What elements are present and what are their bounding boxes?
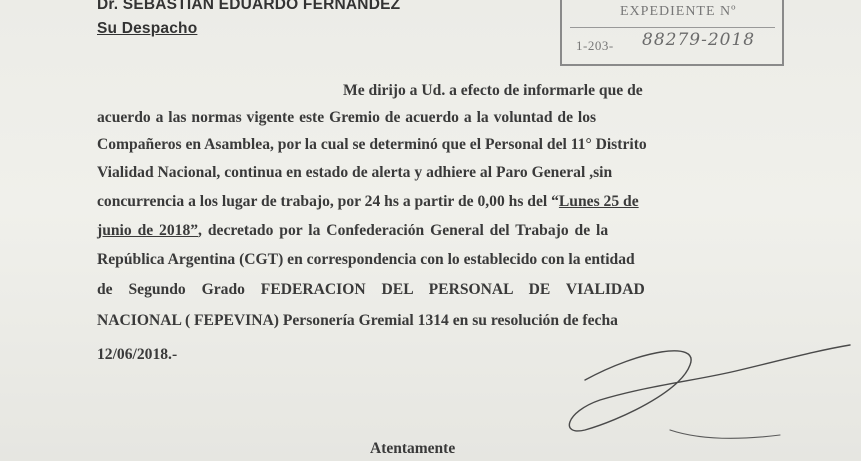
stamp-title: EXPEDIENTE Nº — [620, 4, 737, 19]
strike-date-start: Lunes 25 de — [558, 193, 639, 210]
body-line-5-text: concurrencia a los lugar de trabajo, por 24 hs a partir de 0,00 hs del “ — [97, 193, 559, 210]
stamp-handwritten-number: 88279-2018 — [642, 30, 756, 50]
body-line-9: NACIONAL ( FEPEVINA) Personería Gremial 1314 en su resolución de fecha — [97, 312, 618, 329]
body-line-8: de Segundo Grado FEDERACION DEL PERSONAL DE VIALIDAD — [97, 281, 645, 298]
body-line-7: República Argentina (CGT) en correspondencia con lo establecido con la entidad — [97, 251, 635, 268]
body-line-3: Compañeros en Asamblea, por la cual se determinó que el Personal del 11° Distrito — [97, 136, 647, 153]
strike-date-end: junio de 2018” — [97, 222, 199, 239]
body-line-4: Vialidad Nacional, continua en estado de alerta y adhiere al Paro General ,sin — [97, 164, 613, 181]
recipient-name: Dr. SEBASTIAN EDUARDO FERNANDEZ — [97, 0, 401, 13]
recipient-office: Su Despacho — [97, 20, 198, 37]
stamp-number-prefix: 1-203- — [576, 38, 614, 53]
body-line-6-text: , decretado por la Confederación General del Trabajo de la — [198, 222, 609, 239]
closing-text: Atentamente — [370, 440, 456, 457]
body-line-10: 12/06/2018.- — [97, 346, 178, 363]
body-line-2: acuerdo a las normas vigente este Gremio de acuerdo a la voluntad de los — [97, 109, 597, 126]
body-line-1: Me dirijo a Ud. a efecto de informarle que de — [343, 82, 643, 99]
